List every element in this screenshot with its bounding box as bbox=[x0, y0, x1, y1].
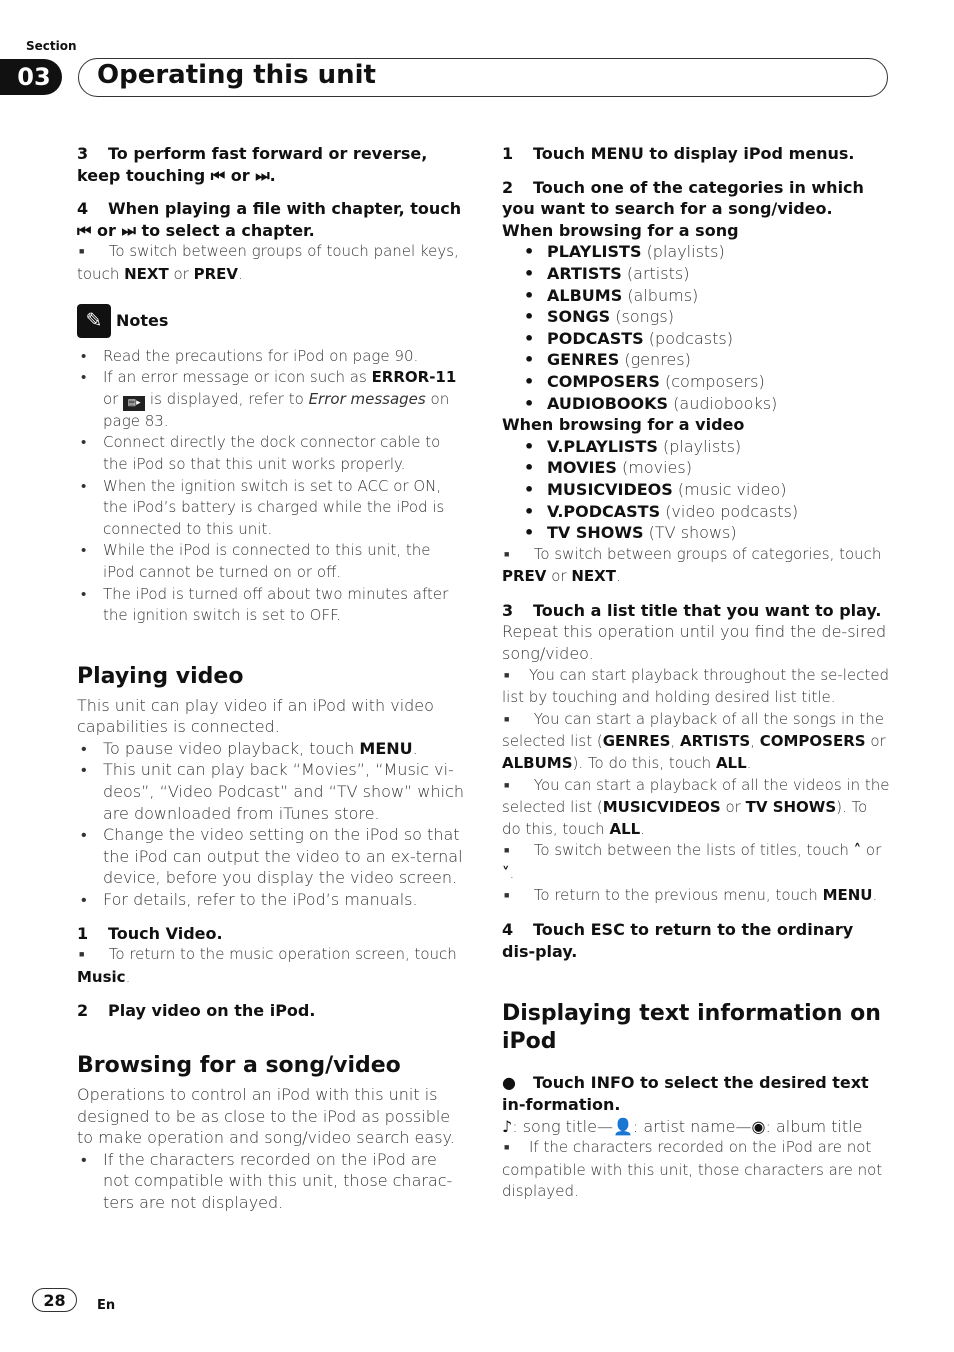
page-title: Operating this unit bbox=[97, 60, 376, 90]
left-column bbox=[77, 143, 465, 1214]
list-item: • COMPOSERS (composers) bbox=[502, 371, 890, 393]
list-item: • ALBUMS (albums) bbox=[502, 285, 890, 307]
step-play-video: 2 Play video on the iPod. bbox=[77, 1001, 316, 1021]
heading-displaying-text: Displaying text information on iPod bbox=[502, 1001, 881, 1055]
step-touch-info: ● Touch INFO to select the desired text in-formation. bbox=[502, 1073, 869, 1114]
note-switch-lists: ■ To switch between the lists of titles, touch ˄ or ˅. bbox=[502, 840, 890, 884]
note-switch-categories: ■ To switch between groups of categories, touch PREV or NEXT. bbox=[502, 544, 890, 588]
step-touch-esc: 4 Touch ESC to return to the ordinary dis-play. bbox=[502, 920, 854, 961]
list-item: • TV SHOWS (TV shows) bbox=[502, 522, 890, 544]
list-item: • GENRES (genres) bbox=[502, 349, 890, 371]
section-number-badge: 03 bbox=[0, 59, 62, 95]
note-play-all-songs: ■ You can start a playback of all the songs in the selected list (GENRES, ARTISTS, COMPOSERS or ALBUMS). To do this, touch ALL. bbox=[502, 709, 890, 775]
list-item: • MUSICVIDEOS (music video) bbox=[502, 479, 890, 501]
list-item: • If an error message or icon such as ERROR-11 or ▤▸ is displayed, refer to Error messages on page 83. bbox=[77, 367, 465, 432]
list-item: • Connect directly the dock connector cable to the iPod so that this unit works properly. bbox=[77, 432, 465, 475]
song-browse-heading: When browsing for a song bbox=[502, 220, 739, 240]
right-column bbox=[502, 143, 890, 1203]
notes-list bbox=[77, 346, 465, 627]
list-item: • V.PLAYLISTS (playlists) bbox=[502, 436, 890, 458]
browsing-list bbox=[77, 1149, 465, 1214]
playing-video-intro: This unit can play video if an iPod with video capabilities is connected. bbox=[77, 695, 434, 737]
person-icon: 👤 bbox=[612, 1116, 633, 1136]
step-touch-category: 2 Touch one of the categories in which you want to search for a song/video. bbox=[502, 177, 864, 219]
note-touch-panel-keys: ■ To switch between groups of touch panel keys, touch NEXT or PREV. bbox=[77, 241, 465, 285]
filled-circle-icon: ● bbox=[502, 1073, 516, 1093]
video-category-list bbox=[502, 436, 890, 544]
music-note-icon: ♪ bbox=[502, 1116, 513, 1136]
list-item: • MOVIES (movies) bbox=[502, 457, 890, 479]
list-item: • Read the precautions for iPod on page 90. bbox=[77, 346, 465, 368]
step-touch-video: 1 Touch Video. bbox=[77, 923, 223, 943]
skip-forward-icon: ⏭ bbox=[255, 165, 270, 185]
double-chevron-down-icon: ˅ bbox=[502, 864, 510, 882]
list-item: • The iPod is turned off about two minutes after the ignition switch is set to OFF. bbox=[77, 584, 465, 627]
list-item: • This unit can play back “Movies”, “Music vi-deos”, “Video Podcast” and “TV show” which are downloaded from iTunes store. bbox=[77, 759, 465, 824]
section-label: Section bbox=[26, 39, 77, 53]
skip-back-icon: ⏮ bbox=[77, 220, 92, 240]
note-play-all-videos: ■ You can start a playback of all the videos in the selected list (MUSICVIDEOS or TV SHOWS). To do this, touch ALL. bbox=[502, 775, 890, 841]
step-fast-forward: 3 To perform fast forward or reverse, keep touching ⏮ or ⏭. bbox=[77, 144, 428, 185]
song-category-list bbox=[502, 241, 890, 414]
note-return-menu: ■ To return to the previous menu, touch MENU. bbox=[502, 885, 890, 908]
video-browse-heading: When browsing for a video bbox=[502, 415, 745, 435]
list-item: • For details, refer to the iPod’s manuals. bbox=[77, 889, 465, 911]
list-item: • To pause video playback, touch MENU. bbox=[77, 738, 465, 760]
heading-playing-video: Playing video bbox=[77, 663, 244, 689]
list-item: • While the iPod is connected to this unit, the iPod cannot be turned on or off. bbox=[77, 540, 465, 583]
list-item: • AUDIOBOOKS (audiobooks) bbox=[502, 393, 890, 415]
list-item: • ARTISTS (artists) bbox=[502, 263, 890, 285]
note-touch-hold: ■ You can start playback throughout the se-lected list by touching and holding desired list title. bbox=[502, 665, 890, 709]
step-chapter: 4 When playing a file with chapter, touch ⏮ or ⏭ to select a chapter. bbox=[77, 199, 462, 240]
page-number: 28 bbox=[32, 1288, 77, 1312]
heading-browsing: Browsing for a song/video bbox=[77, 1053, 401, 1078]
info-sequence: ♪: song title—👤: artist name—◉: album title bbox=[502, 1116, 863, 1136]
language-label: En bbox=[97, 1298, 116, 1313]
skip-forward-icon: ⏭ bbox=[121, 220, 136, 240]
error-icon: ▤▸ bbox=[123, 396, 145, 411]
double-chevron-up-icon: ˄ bbox=[853, 841, 862, 860]
list-item: • SONGS (songs) bbox=[502, 306, 890, 328]
skip-back-icon: ⏮ bbox=[210, 165, 226, 185]
list-item: • When the ignition switch is set to ACC or ON, the iPod’s battery is charged while the iPod is connected to this unit. bbox=[77, 476, 465, 541]
note-incompatible-characters: ■ If the characters recorded on the iPod are not compatible with this unit, those characters are not displayed. bbox=[502, 1137, 890, 1203]
browsing-intro: Operations to control an iPod with this unit is designed to be as close to the iPod as possible to make operation and song/video search easy. bbox=[77, 1085, 455, 1148]
disc-icon: ◉ bbox=[751, 1116, 766, 1136]
step-touch-list-title: 3 Touch a list title that you want to play. bbox=[502, 600, 882, 620]
playing-video-list bbox=[77, 738, 465, 911]
repeat-operation: Repeat this operation until you find the de-sired song/video. bbox=[502, 622, 887, 664]
list-item: • PODCASTS (podcasts) bbox=[502, 328, 890, 350]
notes-header: ✎ Notes bbox=[77, 304, 465, 338]
pencil-icon: ✎ bbox=[77, 304, 111, 338]
list-item: • PLAYLISTS (playlists) bbox=[502, 241, 890, 263]
step-touch-menu: 1 Touch MENU to display iPod menus. bbox=[502, 144, 855, 163]
list-item: • Change the video setting on the iPod so that the iPod can output the video to an ex-ternal device, before you display the video screen. bbox=[77, 824, 465, 889]
list-item: • V.PODCASTS (video podcasts) bbox=[502, 501, 890, 523]
list-item: • If the characters recorded on the iPod are not compatible with this unit, those charac-ters are not displayed. bbox=[77, 1149, 465, 1214]
note-return-music: ■ To return to the music operation screen, touch Music. bbox=[77, 944, 465, 988]
